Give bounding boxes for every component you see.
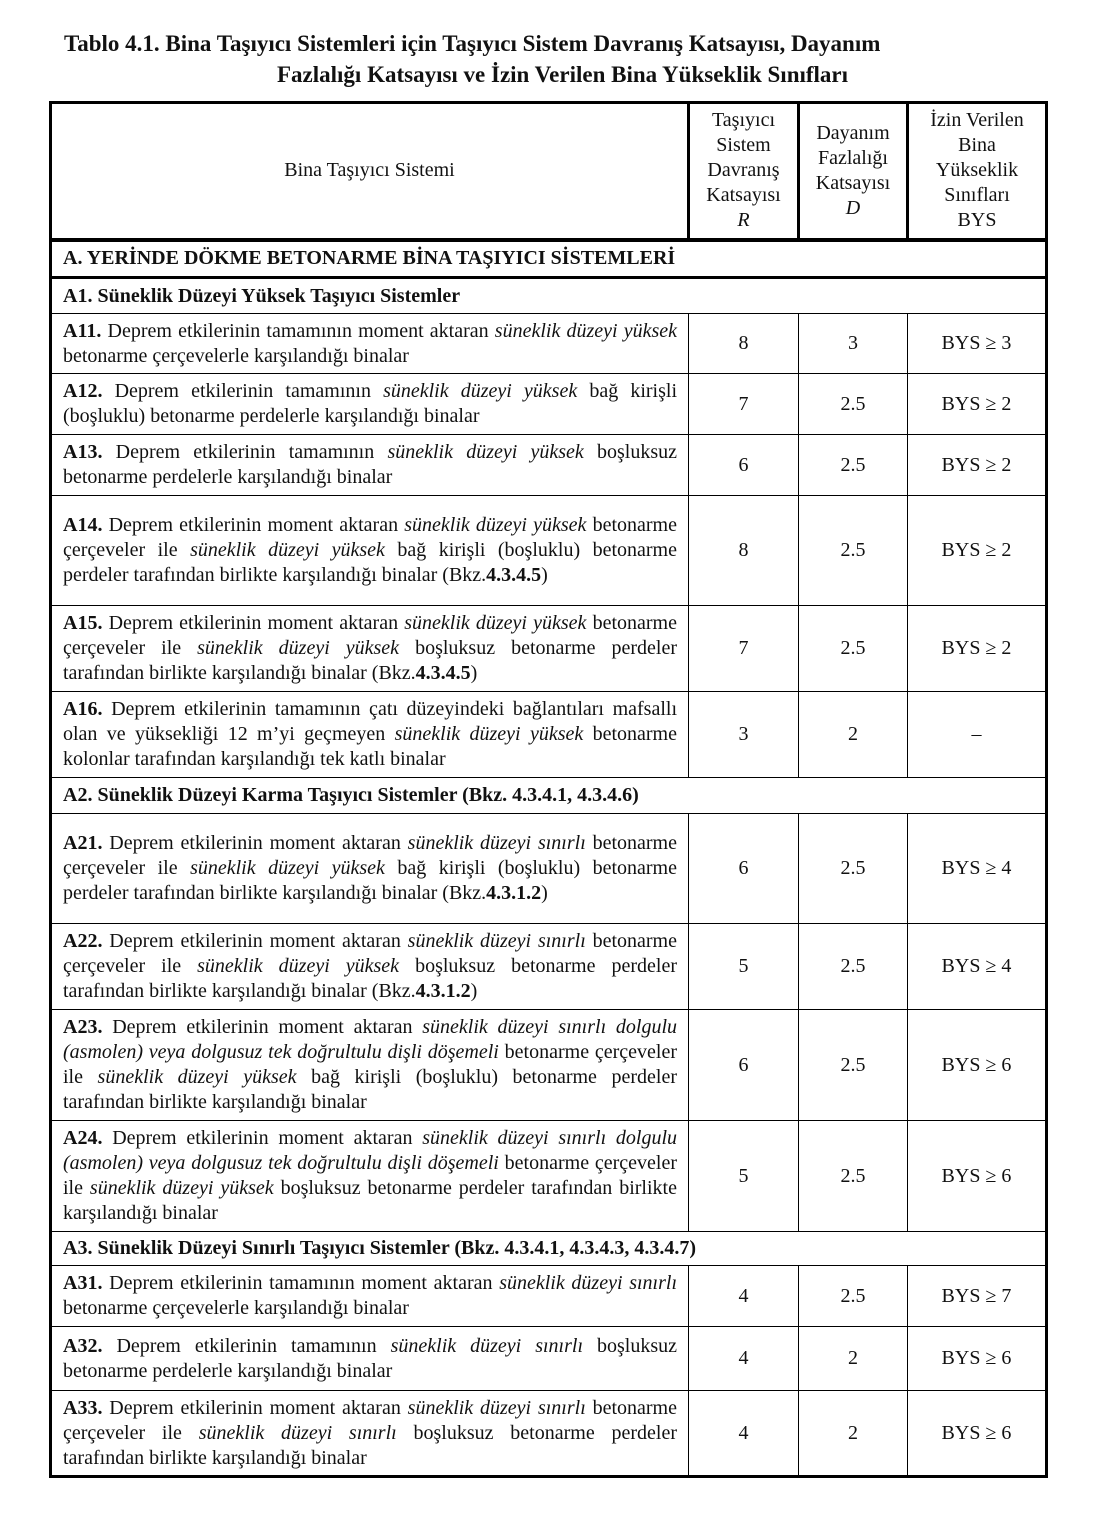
bys-value: BYS ≥ 2 xyxy=(908,435,1047,496)
description-segment: ) xyxy=(470,662,478,684)
section-title: A. YERİNDE DÖKME BETONARME BİNA TAŞIYICI SİSTEMLERİ xyxy=(51,240,1047,278)
description-segment: Deprem etkilerinin tamamının xyxy=(116,1334,391,1357)
description-segment: Deprem etkilerinin moment aktaran xyxy=(108,612,405,634)
system-code: A23. xyxy=(63,1016,103,1038)
description-segment: 4.3.1.2 xyxy=(486,882,542,904)
table-row xyxy=(51,496,1047,606)
d-value: 2.5 xyxy=(799,924,908,1010)
description-segment: süneklik düzeyi sınırlı xyxy=(407,832,586,854)
d-value: 2.5 xyxy=(799,814,908,924)
description-segment: süneklik düzeyi yüksek xyxy=(97,1066,297,1088)
description-segment: süneklik düzeyi yüksek xyxy=(190,539,385,561)
table-row xyxy=(51,924,1047,1010)
description-segment: süneklik düzeyi yüksek xyxy=(394,723,584,745)
d-value: 2 xyxy=(799,1391,908,1477)
bys-value: BYS ≥ 6 xyxy=(908,1010,1047,1121)
table-row xyxy=(51,1010,1047,1121)
table-header-row xyxy=(51,103,1047,240)
description-segment: Deprem etkilerinin moment aktaran xyxy=(109,930,408,952)
system-code: A14. xyxy=(63,514,103,536)
group-row xyxy=(51,1232,1047,1266)
system-description xyxy=(51,1391,689,1477)
header-system: Bina Taşıyıcı Sistemi xyxy=(51,103,689,240)
bys-value: BYS ≥ 2 xyxy=(908,374,1047,435)
description-segment: betonarme çerçeveler ile xyxy=(63,612,677,659)
description-segment: Deprem etkilerinin moment aktaran xyxy=(112,1127,423,1149)
header-r: Taşıyıcı Sistem Davranış Katsayısı R xyxy=(689,103,799,240)
group-row xyxy=(51,278,1047,314)
bys-value: BYS ≥ 3 xyxy=(908,314,1047,374)
description-segment: süneklik düzeyi sınırlı xyxy=(198,1421,397,1444)
table-row xyxy=(51,1121,1047,1232)
system-code: A13. xyxy=(63,441,103,463)
description-segment: bağ kirişli (boşluklu) betonarme perdeler tarafından birlikte karşılandığı binalar (Bkz. xyxy=(63,539,677,586)
header-d: Dayanım Fazlalığı Katsayısı D xyxy=(799,103,908,240)
r-value: 4 xyxy=(689,1391,799,1477)
description-segment: boşluksuz betonarme perdelerle karşılandığı binalar xyxy=(63,1334,677,1382)
system-code: A31. xyxy=(63,1272,103,1294)
r-value: 8 xyxy=(689,314,799,374)
table-row xyxy=(51,692,1047,778)
description-segment: betonarme çerçevelerle karşılandığı binalar xyxy=(63,1297,409,1319)
system-description xyxy=(51,814,689,924)
description-segment: bağ kirişli (boşluklu) betonarme perdelerle karşılandığı binalar xyxy=(63,380,678,427)
group-row xyxy=(51,778,1047,814)
description-segment: betonarme çerçeveler ile xyxy=(63,832,677,879)
description-segment: Deprem etkilerinin tamamının moment aktaran xyxy=(109,1272,500,1294)
group-title: A1. Süneklik Düzeyi Yüksek Taşıyıcı Sistemler xyxy=(51,278,1047,314)
table-row xyxy=(51,1327,1047,1391)
section-row xyxy=(51,240,1047,278)
system-description xyxy=(51,1010,689,1121)
description-segment: betonarme çerçeveler ile xyxy=(63,1041,678,1088)
description-segment: Deprem etkilerinin moment aktaran xyxy=(112,1016,423,1038)
description-segment: ) xyxy=(541,564,548,586)
description-segment: süneklik düzeyi sınırlı xyxy=(390,1334,583,1357)
description-segment: boşluksuz betonarme perdeler tarafından birlikte karşılandığı binalar xyxy=(63,1421,677,1469)
description-segment: Deprem etkilerinin tamamının çatı düzeyindeki bağlantıları mafsallı olan ve yüksekliği 12 m’yi geçmeyen xyxy=(63,698,678,745)
description-segment: süneklik düzeyi yüksek xyxy=(387,441,584,463)
table-row xyxy=(51,1391,1047,1477)
d-value: 2.5 xyxy=(799,1266,908,1327)
d-value: 3 xyxy=(799,314,908,374)
bys-value: BYS ≥ 2 xyxy=(908,496,1047,606)
description-segment: betonarme çerçeveler ile xyxy=(63,930,677,977)
description-segment: süneklik düzeyi yüksek xyxy=(404,612,587,634)
system-description xyxy=(51,924,689,1010)
table-row xyxy=(51,314,1047,374)
description-segment: Deprem etkilerinin tamamının moment aktaran xyxy=(107,319,495,342)
group-title: A2. Süneklik Düzeyi Karma Taşıyıcı Sistemler (Bkz. 4.3.4.1, 4.3.4.6) xyxy=(51,778,1047,814)
description-segment: betonarme çerçeveler ile xyxy=(63,514,677,561)
description-segment: süneklik düzeyi sınırlı dolgulu (asmolen) veya dolgusuz tek doğrultulu dişli döşemeli xyxy=(63,1127,677,1174)
r-value: 6 xyxy=(689,1010,799,1121)
description-segment: ) xyxy=(541,882,548,904)
description-segment: betonarme çerçevelerle karşılandığı binalar xyxy=(63,344,409,367)
description-segment: 4.3.1.2 xyxy=(415,980,471,1002)
system-code: A15. xyxy=(63,612,103,634)
description-segment: süneklik düzeyi sınırlı xyxy=(407,930,586,952)
description-segment: süneklik düzeyi yüksek xyxy=(494,319,678,342)
system-description xyxy=(51,1266,689,1327)
table-row xyxy=(51,435,1047,496)
d-value: 2.5 xyxy=(799,435,908,496)
bys-value: BYS ≥ 4 xyxy=(908,814,1047,924)
system-code: A32. xyxy=(63,1334,103,1357)
description-segment: boşluksuz betonarme perdeler tarafından birlikte karşılandığı binalar xyxy=(63,1177,677,1224)
system-description xyxy=(51,1121,689,1232)
d-value: 2.5 xyxy=(799,496,908,606)
description-segment: boşluksuz betonarme perdeler tarafından birlikte karşılandığı binalar (Bkz. xyxy=(63,637,677,684)
description-segment: boşluksuz betonarme perdelerle karşılandığı binalar xyxy=(63,441,678,488)
table-row xyxy=(51,1266,1047,1327)
system-code: A12. xyxy=(63,380,103,402)
system-description xyxy=(51,496,689,606)
bys-value: BYS ≥ 4 xyxy=(908,924,1047,1010)
description-segment: süneklik düzeyi yüksek xyxy=(197,637,400,659)
description-segment: bağ kirişli (boşluklu) betonarme perdeler tarafından birlikte karşılandığı binalar (Bkz. xyxy=(63,857,677,904)
system-description xyxy=(51,1327,689,1391)
description-segment: Deprem etkilerinin moment aktaran xyxy=(108,514,405,536)
description-segment: süneklik düzeyi yüksek xyxy=(383,380,578,402)
bys-value: BYS ≥ 6 xyxy=(908,1391,1047,1477)
system-description xyxy=(51,435,689,496)
description-segment: betonarme çerçeveler ile xyxy=(63,1152,678,1199)
system-code: A11. xyxy=(63,319,102,342)
system-description xyxy=(51,314,689,374)
description-segment: süneklik düzeyi sınırlı xyxy=(407,1396,586,1419)
caption-line-1: Tablo 4.1. Bina Taşıyıcı Sistemleri için Taşıyıcı Sistem Davranış Katsayısı, Dayanım xyxy=(64,31,881,56)
description-segment: bağ kirişli (boşluklu) betonarme perdeler tarafından birlikte karşılandığı binalar xyxy=(63,1066,677,1113)
description-segment: betonarme kolonlar tarafından karşılandığı tek katlı binalar xyxy=(63,723,677,770)
description-segment: boşluksuz betonarme perdeler tarafından birlikte karşılandığı binalar (Bkz. xyxy=(63,955,677,1002)
caption-line-2: Fazlalığı Katsayısı ve İzin Verilen Bina Yükseklik Sınıfları xyxy=(277,62,849,87)
description-segment: Deprem etkilerinin tamamının xyxy=(115,441,388,463)
bys-value: BYS ≥ 7 xyxy=(908,1266,1047,1327)
d-value: 2.5 xyxy=(799,1010,908,1121)
r-value: 3 xyxy=(689,692,799,778)
d-value: 2.5 xyxy=(799,1121,908,1232)
r-value: 4 xyxy=(689,1327,799,1391)
r-value: 7 xyxy=(689,606,799,692)
description-segment: Deprem etkilerinin moment aktaran xyxy=(109,832,408,854)
r-value: 6 xyxy=(689,814,799,924)
bys-value: – xyxy=(908,692,1047,778)
table-row xyxy=(51,606,1047,692)
r-value: 6 xyxy=(689,435,799,496)
description-segment: süneklik düzeyi yüksek xyxy=(89,1177,274,1199)
description-segment: 4.3.4.5 xyxy=(486,564,542,586)
description-segment: 4.3.4.5 xyxy=(415,662,471,684)
description-segment: süneklik düzeyi sınırlı dolgulu (asmolen) veya dolgusuz tek doğrultulu dişli döşemeli xyxy=(63,1016,677,1063)
description-segment: Deprem etkilerinin tamamının xyxy=(114,380,384,402)
system-description xyxy=(51,374,689,435)
description-segment: süneklik düzeyi yüksek xyxy=(197,955,400,977)
system-description xyxy=(51,692,689,778)
r-value: 4 xyxy=(689,1266,799,1327)
r-value: 7 xyxy=(689,374,799,435)
description-segment: süneklik düzeyi yüksek xyxy=(404,514,587,536)
system-code: A21. xyxy=(63,832,103,854)
system-code: A22. xyxy=(63,930,103,952)
bys-value: BYS ≥ 6 xyxy=(908,1327,1047,1391)
bys-value: BYS ≥ 6 xyxy=(908,1121,1047,1232)
group-title: A3. Süneklik Düzeyi Sınırlı Taşıyıcı Sistemler (Bkz. 4.3.4.1, 4.3.4.3, 4.3.4.7) xyxy=(51,1232,1047,1266)
description-segment: betonarme çerçeveler ile xyxy=(63,1396,677,1444)
system-description xyxy=(51,606,689,692)
bys-value: BYS ≥ 2 xyxy=(908,606,1047,692)
structural-system-table xyxy=(49,101,1048,1478)
d-value: 2 xyxy=(799,1327,908,1391)
system-code: A24. xyxy=(63,1127,103,1149)
d-value: 2 xyxy=(799,692,908,778)
d-value: 2.5 xyxy=(799,374,908,435)
system-code: A16. xyxy=(63,698,103,720)
description-segment: süneklik düzeyi sınırlı xyxy=(499,1272,677,1294)
r-value: 8 xyxy=(689,496,799,606)
d-value: 2.5 xyxy=(799,606,908,692)
system-code: A33. xyxy=(63,1396,103,1419)
description-segment: ) xyxy=(470,980,478,1002)
table-row xyxy=(51,374,1047,435)
description-segment: süneklik düzeyi yüksek xyxy=(190,857,385,879)
header-bys: İzin Verilen Bina Yükseklik Sınıfları BYS xyxy=(908,103,1047,240)
description-segment: Deprem etkilerinin moment aktaran xyxy=(109,1396,408,1419)
table-row xyxy=(51,814,1047,924)
r-value: 5 xyxy=(689,1121,799,1232)
r-value: 5 xyxy=(689,924,799,1010)
